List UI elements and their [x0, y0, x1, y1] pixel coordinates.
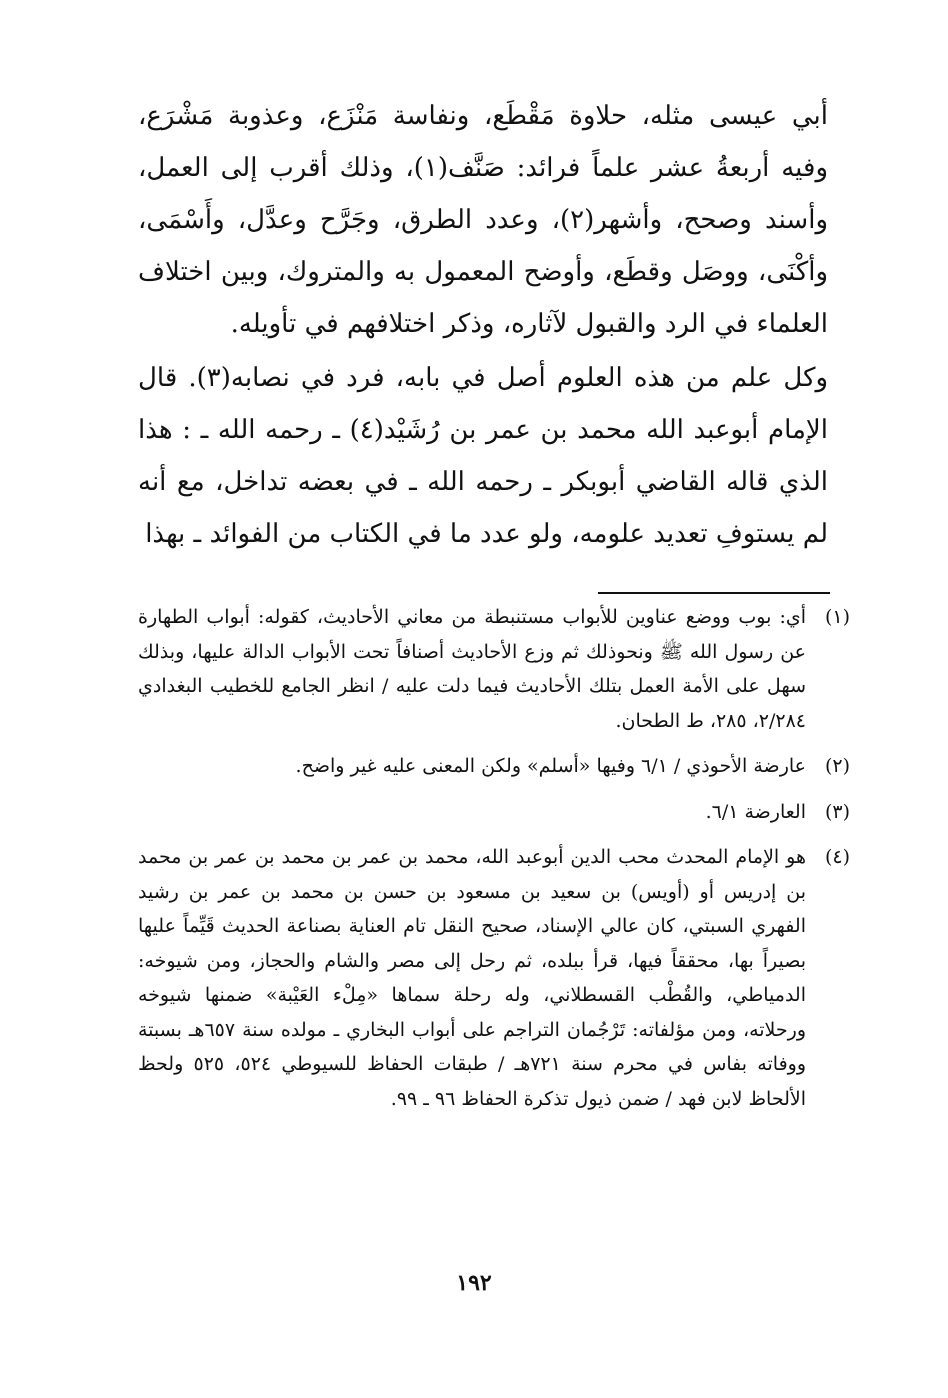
footnote-number: (٣): [824, 800, 850, 823]
footnote-number: (١): [824, 606, 850, 628]
page-number: ١٩٢: [456, 1270, 492, 1296]
footnote-4: [138, 840, 850, 1116]
footnote-2: [138, 749, 850, 784]
footnotes: [138, 600, 850, 1127]
footnote-text: العارضة ٦/١.: [705, 800, 806, 823]
footnote-number: (٢): [824, 755, 850, 777]
main-text: [138, 90, 828, 560]
footnote-text: عارضة الأحوذي / ٦/١ وفيها «أسلم» ولكن المعنى عليه غير واضح.: [295, 755, 806, 777]
footnote-text: هو الإمام المحدث محب الدين أبوعبد الله، محمد بن عمر بن محمد بن عمر بن محمد بن إدريس أو (أويس) بن سعيد بن مسعود بن حسن بن محمد بن عمر بن رشيد الفهري السبتي، كان عالي الإسناد، صحيح النقل تام العناية بصناعة الحديث قَيِّماً عليها بصيراً بها، محققاً فيها، قرأ ببلده، ثم رحل إلى مصر والشام والحجاز، ومن شيوخه: الدمياطي، والقُطْب القسطلاني، وله رحلة سماها «مِلْء العَيْبة» ضمنها شيوخه ورحلاته، ومن مؤلفاته: تَرْجُمان التراجم على أبواب البخاري ـ مولده سنة ٦٥٧هـ بسبتة ووفاته بفاس في محرم سنة ٧٢١هـ / طبقات الحفاظ للسيوطي ٥٢٤، ٥٢٥ ولحظ الألحاظ لابن فهد / ضمن ذيول تذكرة الحفاظ ٩٦ ـ ٩٩.: [138, 846, 807, 1110]
footnote-number: (٤): [824, 846, 850, 868]
footnote-1: [138, 600, 850, 738]
main-paragraph-2: وكل علم من هذه العلوم أصل في بابه، فرد في نصابه(٣). قال الإمام أبوعبد الله محمد بن عمر بن رُشَيْد(٤) ـ رحمه الله ـ : هذا الذي قاله القاضي أبوبكر ـ رحمه الله ـ في بعضه تداخل، مع أنه لم يستوفِ تعديد علومه، ولو عدد ما في الكتاب من الفوائد ـ بهذا: [138, 363, 828, 549]
footnote-divider: [598, 592, 830, 594]
footnote-3: [138, 795, 850, 830]
main-paragraph-1: أبي عيسى مثله، حلاوة مَقْطَع، ونفاسة مَنْزَع، وعذوبة مَشْرَع، وفيه أربعةُ عشر علماً فرائد: صَنَّف(١)، وذلك أقرب إلى العمل، وأسند وصحح، وأشهر(٢)، وعدد الطرق، وجَرَّح وعدَّل، وأَسْمَى، وأكْنَى، ووصَل وقطَع، وأوضح المعمول به والمتروك، وبين اختلاف العلماء في الرد والقبول لآثاره، وذكر اختلافهم في تأويله.: [138, 101, 828, 339]
footnote-text: أي: بوب ووضع عناوين للأبواب مستنبطة من معاني الأحاديث، كقوله: أبواب الطهارة عن رسول الله ﷺ ونحوذلك ثم وزع الأحاديث أصنافاً تحت الأبواب الدالة عليها، وبذلك سهل على الأمة العمل بتلك الأحاديث فيما دلت عليه / انظر الجامع للخطيب البغدادي ٢/٢٨٤، ٢٨٥، ط الطحان.: [138, 606, 806, 732]
